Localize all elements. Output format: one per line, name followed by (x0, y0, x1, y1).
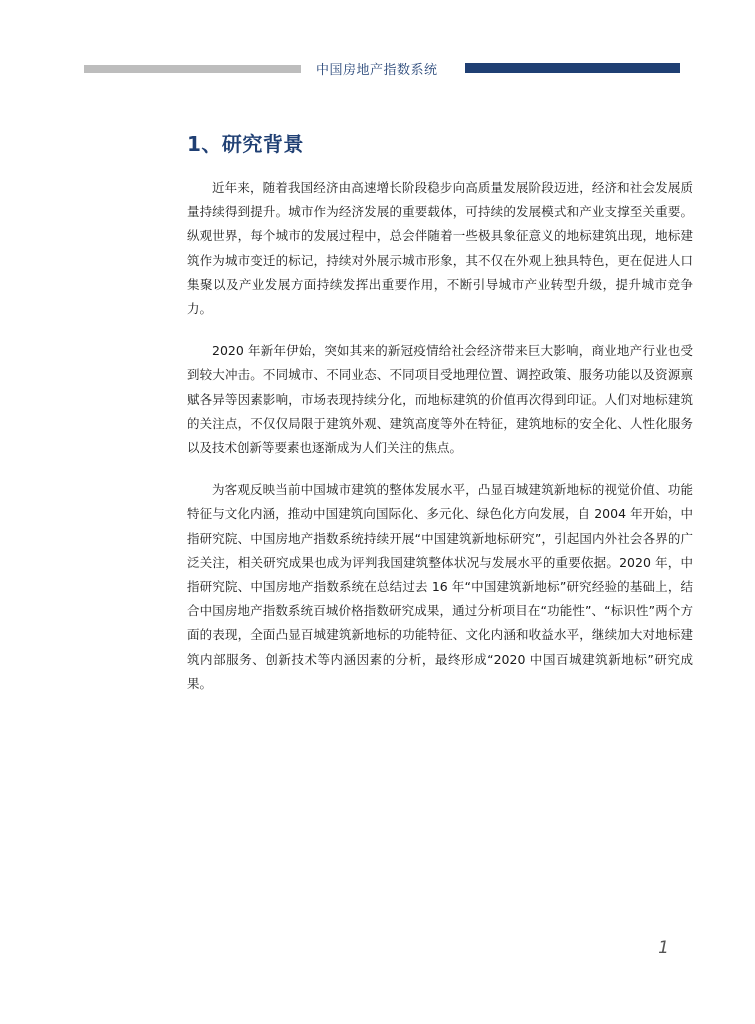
page-header (84, 58, 680, 80)
header-gray-bar (84, 65, 301, 73)
paragraph: 近年来，随着我国经济由高速增长阶段稳步向高质量发展阶段迈进，经济和社会发展质量持续得到提升。城市作为经济发展的重要载体，可持续的发展模式和产业支撑至关重要。纵观世界，每个城市的发展过程中，总会伴随着一些极具象征意义的地标建筑出现，地标建筑作为城市变迁的标记，持续对外展示城市形象，其不仅在外观上独具特色，更在促进人口集聚以及产业发展方面持续发挥出重要作用，不断引导城市产业转型升级，提升城市竞争力。 (187, 180, 693, 317)
paragraph: 2020 年新年伊始，突如其来的新冠疫情给社会经济带来巨大影响，商业地产行业也受到较大冲击。不同城市、不同业态、不同项目受地理位置、调控政策、服务功能以及资源禀赋各异等因素影响，市场表现持续分化，而地标建筑的价值再次得到印证。人们对地标建筑的关注点，不仅仅局限于建筑外观、建筑高度等外在特征，建筑地标的安全化、人性化服务以及技术创新等要素也逐渐成为人们关注的焦点。 (187, 343, 693, 456)
body-content (187, 176, 693, 714)
paragraph: 为客观反映当前中国城市建筑的整体发展水平，凸显百城建筑新地标的视觉价值、功能特征与文化内涵，推动中国建筑向国际化、多元化、绿色化方向发展，自 2004 年开始，中指研究院、中国房地产指数系统持续开展“中国建筑新地标研究”，引起国内外社会各界的广泛关注，相关研究成果也成为评判我国建筑整体状况与发展水平的重要依据。2020 年，中指研究院、中国房地产指数系统在总结过去 16 年“中国建筑新地标”研究经验的基础上，结合中国房地产指数系统百城价格指数研究成果，通过分析项目在“功能性”、“标识性”两个方面的表现，全面凸显百城建筑新地标的功能特征、文化内涵和收益水平，继续加大对地标建筑内部服务、创新技术等内涵因素的分析，最终形成“2020 中国百城建筑新地标”研究成果。 (187, 482, 693, 691)
header-blue-bar (465, 63, 680, 73)
page-number: 1 (658, 938, 669, 958)
header-title: 中国房地产指数系统 (316, 63, 438, 78)
section-heading: 1、研究背景 (187, 132, 304, 156)
